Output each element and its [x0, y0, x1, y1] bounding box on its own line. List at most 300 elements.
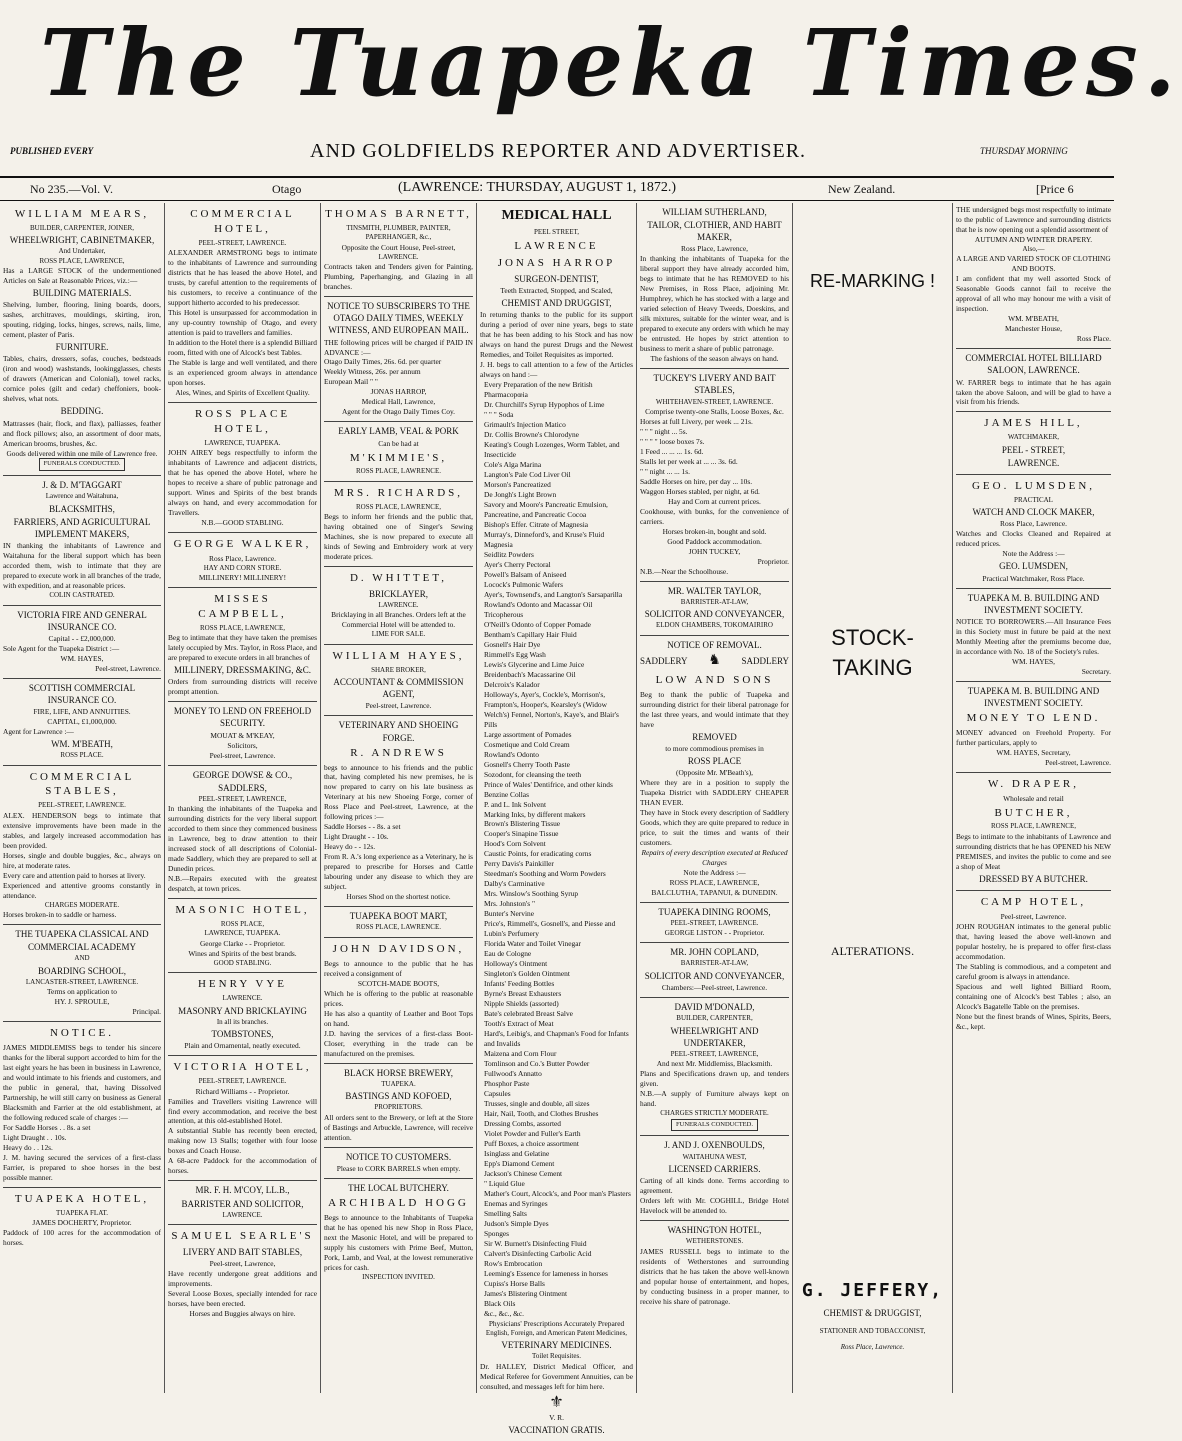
advert-title: MEDICAL HALL [501, 208, 612, 223]
advert-place: LAWRENCE. [1007, 457, 1060, 468]
newspaper-title: The Tuapeka Times. [40, 9, 1182, 117]
advert-victoria-hotel [168, 1056, 317, 1181]
advert-title: J. & D. M'TAGGART [42, 480, 122, 491]
advert-text: JAMES RUSSELL begs to intimate to the residents of Wetherstones and surrounding districts that he has taken the above well-known and popular house of entertainment, and hopes, by conducting business in a proper manner, to receive his share of patronage. [640, 1246, 789, 1306]
medical-item: Brown's Blistering Tissue [484, 819, 561, 829]
advert-text: Wines and Spirits of the best brands. [188, 948, 297, 958]
advert-text: Cookhouse, with bunks, for the convenience of carriers. [640, 506, 789, 526]
advert-place: WHITEHAVEN-STREET, LAWRENCE. [655, 397, 774, 406]
price-row: Otago Daily Times, 26s. 6d. per quarter [324, 357, 442, 367]
medical-item: Savory and Moore's Pancreatic Emulsion, Pancreatine, and Pancreatic Cocoa [484, 499, 608, 519]
advert-text: Begs to announce to the public that he has received a consignment of [324, 958, 473, 978]
advert-text: The Stable is large and well ventilated, and there is an experienced groom always in attendance upon horses. [168, 357, 317, 387]
advert-title: GEORGE WALKER, [173, 537, 312, 550]
advert-text: Tables, chairs, dressers, sofas, couches, bedsteads (iron and wood) washstands, lookingglasses, chests of drawers (American and Colonial), towel racks, cornice poles (gilt and cedar) cheffoniers, book-shelves, what nots. [3, 354, 161, 404]
medical-item: Nipple Shields (assorted) [484, 999, 559, 1009]
jeffery-name: G. JEFFERY, [801, 1279, 944, 1301]
advert-text: JAMES MIDDLEMISS begs to tender his sincere thanks for the liberal support accorded to him for the last eight years he has been in business in Lawrence, and would intimate to his friends and customers, and the public in general, that, having Dissolved Partnership, he will still carry on business as General Blacksmith and Farrier at the old establishment, at the following reduced scale of charges :— [3, 1043, 161, 1123]
advert-line: M'KIMMIE'S, [349, 451, 448, 464]
advert-signature: JONAS HARROP, [370, 387, 427, 397]
medical-item: &c., &c., &c. [484, 1308, 525, 1318]
advert-line: Can be had at [378, 438, 419, 448]
advert-line: SHARE BROKER, [371, 665, 426, 674]
advert-line: MONEY TO LEND. [966, 711, 1101, 724]
medical-item: Violet Powder and Fuller's Earth [484, 1129, 581, 1138]
medical-item: Sponges [484, 1228, 510, 1238]
advert-role: Secretary. [1081, 666, 1111, 676]
advert-veterinary-forge [324, 716, 473, 907]
advert-line: COMMERCIAL ACADEMY [28, 942, 136, 953]
medical-item: Perry Davis's Painkiller [484, 859, 554, 869]
advert-title: TUCKEY'S LIVERY AND BAIT STABLES, [653, 373, 776, 396]
medical-item: Dr. Collis Browne's Chlorodyne [484, 430, 579, 440]
price-row: 1 Feed ... ... ... 1s. 6d. [640, 446, 704, 456]
medical-item: Rimmell's Egg Wash [484, 649, 546, 659]
advert-text: N.B.—A supply of Furniture always kept on hand. [640, 1089, 789, 1109]
advert-line: MILLINERY! MILLINERY! [198, 573, 287, 583]
dateline-place: Otago [272, 182, 302, 196]
medical-item: Bishop's Effer. Citrate of Magnesia [484, 519, 589, 529]
advert-text: Ales, Wines, and Spirits of Excellent Quality. [175, 387, 310, 397]
advert-title: NOTICE. [49, 1027, 115, 1040]
medical-item: Dressing Combs, assorted [484, 1119, 561, 1129]
advert-line: AND [74, 954, 90, 963]
advert-line: Capital - - £2,000,000. [48, 633, 116, 643]
advert-text: In returning thanks to the public for its support during a period of over nine years, begs to state that he has been adding to his Stock and has now always on hand the purest Drugs and the Newest Remedies, and Toilet Requisites as imported. [480, 310, 633, 360]
advert-line: TAILOR, CLOTHIER, AND HABIT MAKER, [647, 220, 782, 243]
medical-item: Phosphor Paste [484, 1079, 530, 1089]
advert-place: ELDON CHAMBERS, TOKOMAIRIRO [655, 621, 773, 630]
medical-item: Breidenbach's Macassarine Oil [484, 669, 576, 679]
medical-item: Eau de Cologne [484, 949, 532, 959]
advert-mctaggart [3, 476, 161, 605]
advert-title: J. AND J. OXENBOULDS, [664, 1140, 765, 1151]
advert-text: In thanking the inhabitants of the Tuapeka and surrounding districts for the very liberal support accorded to them since they commenced business in Lawrence, beg to draw attention to their increased stock of all descriptions of Colonial-made Saddlery, which they are prepared to sell at Dunedin prices. [168, 804, 317, 874]
advert-text: LIME FOR SALE. [371, 630, 426, 639]
advert-signature: GEO. LUMSDEN, [999, 561, 1068, 572]
advert-signature: Richard Williams - - Proprietor. [195, 1086, 290, 1096]
medical-item: Holloway's, Ayer's, Cockle's, Morrison's, Frampton's, Hooper's, Kearsley's (Widow Welch's) Fennel, Norton's, Kaye's, and Blair's Pills [484, 689, 619, 729]
advert-place: PEEL-STREET, LAWRENCE. [38, 801, 126, 810]
advert-title: D. WHITTET, [349, 572, 448, 584]
advert-line: LIVERY AND BAIT STABLES, [182, 1246, 303, 1257]
price-row: Horses at full Livery, per week ... 21s. [640, 416, 753, 426]
medical-item: Singleton's Golden Ointment [484, 969, 570, 979]
advert-mrs-richards [324, 482, 473, 567]
medical-item: Gosnell's Cherry Tooth Paste [484, 759, 570, 769]
advert-tuapeka-hotel [3, 1188, 161, 1252]
advert-money-to-lend [168, 702, 317, 765]
advert-mkimmie [324, 422, 473, 481]
medical-item: " " " Soda [484, 410, 514, 420]
advert-title: DAVID M'DONALD, [674, 1001, 755, 1012]
medical-item: Steedman's Soothing and Worm Powders [484, 869, 606, 879]
advert-place: LANCASTER-STREET, LAWRENCE. [25, 977, 139, 986]
advert-place: LAWRENCE. [378, 252, 419, 261]
advert-text: They have in Stock every description of Saddlery Goods, which they are quite prepared to reduce in price, to suit the times and wants of their customers. [640, 807, 789, 847]
advert-line: BARRISTER-AT-LAW, [680, 959, 749, 968]
advert-title: THE LOCAL BUTCHERY. [348, 1182, 449, 1193]
advert-title: JOHN DAVIDSON, [332, 942, 465, 955]
advert-role: PROPRIETORS. [374, 1103, 423, 1112]
advert-john-copland [640, 943, 789, 998]
advert-line: In all its branches. [216, 1017, 269, 1026]
medical-item: Every Preparation of the new British Pharmacopœia [484, 380, 593, 400]
medical-item: James's Blistering Ointment [484, 1288, 568, 1298]
advert-line: SADDLERY [741, 656, 789, 667]
medical-item: Sir W. Burnett's Disinfecting Fluid [484, 1238, 587, 1248]
advert-subscribers-notice [324, 297, 473, 422]
advert-line: (Opposite Mr. M'Beath's), [676, 767, 753, 777]
advert-title: GEORGE DOWSE & CO., [192, 769, 293, 780]
advert-place: ROSS PLACE, LAWRENCE, [355, 502, 441, 511]
advert-text: NOTICE TO BORROWERS.—All Insurance Fees in this Society must in future be paid at the next Monthly Meeting after the premiums become due, in accordance with No. 18 of the Society's rules. [956, 616, 1111, 656]
advert-text: ALEX. HENDERSON begs to intimate that extensive improvements have been made in the stables, and largely increased accommodation has been provided. [3, 810, 161, 850]
advert-text: Agent for the Otago Daily Times Coy. [341, 407, 456, 417]
price-row: Light Draught - - 10s. [324, 832, 389, 842]
advert-title: MONEY TO LEND ON FREEHOLD SECURITY. [173, 706, 312, 729]
medical-item: Puff Boxes, a choice assortment [484, 1138, 579, 1148]
advert-line: TOMBSTONES, [211, 1029, 274, 1040]
medical-item: Ayer's, Townsend's, and Langton's Sarsaparilla [484, 589, 623, 599]
advert-william-mears [3, 203, 161, 476]
advert-text: A substantial Stable has recently been erected, making now 13 Stalls; together with four loose boxes and Coach House. [168, 1126, 317, 1156]
royal-arms-icon: ⚜ [549, 1393, 564, 1411]
advert-place: Ross Place. [1076, 334, 1111, 344]
advert-text: begs to announce to his friends and the public that, having completed his new premises, he is now prepared to carry on his late business as Veterinary at his new Shoeing Forge, corner of Ross Place and Peel-street, Lawrence, at the following prices :— [324, 762, 473, 822]
advert-text: Hay and Corn at current prices. [668, 496, 761, 506]
advert-line: WHEELWRIGHT AND UNDERTAKER, [670, 1025, 759, 1048]
price-row: " " night ... ... 1s. [640, 466, 690, 476]
advert-text: From R. A.'s long experience as a Veterinary, he is prepared to prescribe for Horses and Cattle labouring under any disease to which they are subject. [324, 852, 473, 892]
advert-line: AUTUMN AND WINTER DRAPERY. [974, 234, 1093, 244]
issue-number: No 235.—Vol. V. [30, 182, 114, 196]
advert-text: The fashions of the season always on hand. [650, 354, 779, 364]
published-every: PUBLISHED EVERY [10, 146, 94, 156]
alterations-heading: ALTERATIONS. [830, 943, 915, 958]
advert-signature: WM. HAYES, Secretary, [996, 747, 1071, 757]
advert-line: CHEMIST & DRUGGIST, [823, 1308, 922, 1319]
advert-medical-hall [480, 203, 633, 1441]
advert-title: GEO. LUMSDEN, [971, 480, 1096, 493]
advert-line: FARRIERS, AND AGRICULTURAL IMPLEMENT MAKERS, [13, 516, 151, 540]
advert-text: Begs to intimate to the inhabitants of Lawrence and surrounding districts that he has OPENED his NEW PREMISES, and invites the public to come and see a shop of Meat [956, 831, 1111, 871]
advert-town: LAWRENCE [514, 240, 599, 253]
medical-item: Grimault's Injection Matico [484, 420, 566, 430]
advert-text: N.B.—Repairs executed with the greatest despatch, at town prices. [168, 874, 317, 894]
medical-item: Capsules [484, 1089, 511, 1099]
advert-text: GOOD STABLING. [213, 958, 272, 967]
medical-item: Jackson's Chinese Cement [484, 1168, 563, 1178]
advert-role: Medical Hall, Lawrence, [361, 397, 436, 407]
advert-line: Toilet Requisites. [532, 1352, 581, 1361]
stocktaking-heading: STOCK-TAKING [831, 625, 914, 680]
advert-low-and-sons [640, 636, 789, 903]
advert-subheading: BUILDING MATERIALS. [32, 288, 132, 299]
advert-text: JOHN ROUGHAN intimates to the general public that, having leased the above well-known and popular hostelry, he is prepared to offer first-class accommodation. [956, 921, 1111, 961]
advert-title: NOTICE TO SUBSCRIBERS TO THE OTAGO DAILY TIMES, WEEKLY WITNESS, AND EUROPEAN MAIL. [327, 301, 470, 336]
advert-text: CHARGES STRICTLY MODERATE. [660, 1109, 769, 1118]
advert-signature: ARCHIBALD HOGG [328, 1196, 469, 1209]
advert-line: MILLINERY, DRESSMAKING, &C. [173, 665, 312, 676]
advert-place: ROSS PLACE, LAWRENCE, [39, 256, 125, 265]
advert-text: Horses Shod on the shortest notice. [346, 892, 451, 902]
advert-place: PEEL-STREET, LAWRENCE. [670, 918, 759, 927]
advert-billiard-saloon [956, 349, 1111, 412]
advert-text: Please to CORK BARRELS when empty. [336, 1163, 461, 1173]
advert-text: Goods delivered within one mile of Lawrence free. [6, 448, 158, 458]
advert-title: MR. JOHN COPLAND, [670, 947, 759, 958]
advert-text: Comprise twenty-one Stalls, Loose Boxes, &c. [645, 406, 784, 416]
advert-thomas-barnett [324, 203, 473, 297]
advert-text: I am confident that my well assorted Stock of Seasonable Goods cannot fail to receive the approval of all who may honour me with a visit of inspection. [956, 274, 1111, 314]
advert-text: English, Foreign, and American Patent Medicines, [485, 1328, 628, 1337]
advert-text: ALEXANDER ARMSTRONG begs to intimate to the inhabitants of Lawrence and surrounding districts that he has leased the above Hotel, and trusts, by careful attention to the requirements of his customers, to receive a continuance of the support hitherto accorded to his predecessor. [168, 248, 317, 308]
advert-text: Plans and Specifications drawn up, and tenders given. [640, 1069, 789, 1089]
advert-title: NOTICE TO CUSTOMERS. [345, 1151, 452, 1162]
advert-line: Opposite the Court House, Peel-street, [341, 242, 456, 252]
advert-d-whittet [324, 567, 473, 645]
medical-item: Hood's Corn Solvent [484, 839, 546, 849]
advert-text: The Stabling is commodious, and a competent and careful groom is always in attendance. [956, 961, 1111, 981]
advert-text: J. H. begs to call attention to a few of the Articles always on hand :— [480, 360, 633, 380]
advert-title: MASONIC HOTEL, [175, 904, 310, 917]
advert-line: MASONRY AND BRICKLAYING [178, 1005, 307, 1016]
advert-dining-rooms [640, 903, 789, 944]
medical-item: Dr. Churchill's Syrup Hypophos of Lime [484, 400, 605, 410]
advert-text: THE undersigned begs most respectfully to intimate to the public of Lawrence and surrounding districts that he is now opening out a splendid assortment of [956, 205, 1111, 234]
medical-item: Cole's Alga Marina [484, 460, 542, 470]
advert-line: SOLICITOR AND CONVEYANCER, [644, 970, 785, 981]
advert-line: SCOTCH-MADE BOOTS, [357, 978, 440, 988]
advert-text: Physicians' Prescriptions Accurately Prepared [488, 1318, 625, 1328]
advert-line: WATCH AND CLOCK MAKER, [972, 507, 1095, 518]
advert-title: MISSES CAMPBELL, [198, 593, 287, 620]
advert-text: He has also a quantity of Leather and Boot Tops on hand. [324, 1008, 473, 1028]
advert-title: TUAPEKA BOOT MART, [349, 911, 448, 922]
advert-place: WAITAHUNA WEST, [682, 1152, 747, 1161]
advert-text: Every care and attention paid to horses at livery. [3, 870, 146, 880]
advert-text: Repairs of every description executed at Reduced Charges [641, 847, 788, 867]
advert-line: TINSMITH, PLUMBER, PAINTER, [346, 223, 451, 232]
advert-title: TUAPEKA M. B. BUILDING AND INVESTMENT SOCIETY. [967, 685, 1100, 708]
advert-title: MRS. RICHARDS, [333, 486, 464, 499]
medical-item: Ayer's Cherry Pectoral [484, 559, 551, 569]
advert-henry-vye [168, 973, 317, 1056]
medical-item: Marking Inks, by different makers [484, 809, 586, 819]
publication-day: THURSDAY MORNING [980, 146, 1068, 156]
advert-place: ROSS PLACE, LAWRENCE, [199, 623, 285, 632]
advert-signature: WM. M'BEATH, [1008, 314, 1059, 324]
advert-title: WILLIAM SUTHERLAND, [662, 207, 767, 217]
medical-item: Cosmetique and Cold Cream [484, 739, 570, 749]
advert-role: Solicitors, [227, 740, 258, 750]
advert-place: TUAPEKA. [381, 1079, 416, 1088]
advert-title: TUAPEKA HOTEL, [14, 1192, 150, 1205]
advert-line: And Undertaker, [58, 247, 106, 256]
advert-place: LAWRENCE. [222, 1210, 263, 1219]
advert-place: ROSS PLACE. [60, 751, 104, 760]
advert-line: SOLICITOR AND CONVEYANCER, [644, 609, 785, 620]
advert-place: Peel-street, Lawrence. [365, 701, 432, 711]
advert-line: BARRISTER-AT-LAW, [680, 597, 749, 606]
advert-walter-taylor [640, 582, 789, 636]
advert-william-hayes [324, 645, 473, 717]
advert-commercial-hotel [168, 203, 317, 403]
advert-place: Ross Place, Lawrence. [840, 1342, 905, 1351]
advert-role: Proprietor. [757, 556, 789, 566]
advert-place: Ross Place, Lawrence. [1000, 519, 1067, 529]
advert-john-davidson [324, 938, 473, 1064]
advert-line: Also,— [1022, 244, 1045, 253]
advert-line: CAPITAL, £1,000,000. [47, 717, 117, 727]
medical-item: Calvert's Disinfecting Carbolic Acid [484, 1248, 592, 1258]
medical-item: " Liquid Glue [484, 1178, 525, 1188]
remarking-heading: RE-MARKING ! [809, 271, 935, 291]
advert-line: VACCINATION GRATIS. [508, 1425, 605, 1436]
advert-local-butchery [324, 1179, 473, 1286]
advert-george-walker [168, 533, 317, 588]
advert-text: MONEY advanced on Freehold Property. For further particulars, apply to [956, 727, 1111, 747]
medical-item: Row's Embrocation [484, 1258, 543, 1268]
price-row: Stalls let per week at ... ... 3s. 6d. [640, 456, 738, 466]
advert-place: Chambers:—Peel-street, Lawrence. [661, 983, 768, 992]
advert-title: ROSS PLACE HOTEL, [194, 407, 291, 435]
medical-item: Locock's Pulmonic Wafers [484, 579, 564, 589]
column-1 [0, 203, 164, 1393]
medical-item: Morson's Pancreatized [484, 480, 551, 490]
advert-text: Horses, single and double buggies, &c., always on hire, at moderate rates. [3, 850, 161, 870]
advert-oxenboulds [640, 1136, 789, 1221]
medical-item: De Jongh's Light Brown [484, 490, 557, 499]
advert-w-draper [956, 773, 1111, 891]
advert-text: Several Loose Boxes, specially intended for race horses, have been erected. [168, 1289, 317, 1309]
medical-item: Keating's Cough Lozenges, Worm Tablet, and Insecticide [484, 440, 620, 460]
advert-signature: HY. J. SPROULE, [54, 997, 110, 1007]
advert-line: LICENSED CARRIERS. [668, 1163, 761, 1174]
price-row: Waggon Horses stabled, per night, at 6d. [640, 486, 760, 496]
medical-item: Holloway's Ointment [484, 959, 548, 969]
advert-line: A LARGE AND VARIED STOCK OF CLOTHING AND BOOTS. [956, 254, 1111, 274]
medical-item: Delcroix's Kalador [484, 679, 540, 689]
medical-item: Prince of Wales' Dentifrice, and other kinds [484, 779, 613, 789]
advert-title: W. DRAPER, [987, 777, 1080, 790]
advert-title: COMMERCIAL HOTEL BILLIARD SALOON, LAWRENCE. [965, 353, 1102, 376]
medical-item: Bentham's Capillary Hair Fluid [484, 629, 577, 639]
advert-text: IN thanking the inhabitants of Lawrence and Waitahuna for the liberal support which has been accorded them, wish to intimate that they are prepared to execute work in all branches of the trade, with expedition, and at reasonable prices. [3, 541, 161, 591]
advert-text: Paddock of 100 acres for the accommodation of horses. [3, 1228, 161, 1248]
medical-item: Hard's, Leibig's, and Chapman's Food for Infants and Invalids [484, 1029, 629, 1049]
advert-text: Orders from surrounding districts will receive prompt attention. [168, 677, 317, 697]
advert-line: Teeth Extracted, Stopped, and Scaled, [500, 286, 613, 296]
advert-ross-place-hotel [168, 403, 317, 533]
advert-text: ROSS PLACE, LAWRENCE, [669, 877, 760, 887]
advert-text: Experienced and attentive grooms constantly in attendance. [3, 880, 161, 900]
advert-text: Orders left with Mr. COGHILL, Bridge Hotel Havelock will be attended to. [640, 1196, 789, 1216]
advert-place: Ross Place, Lawrence. [209, 553, 276, 563]
advert-place: LAWRENCE, TUAPEKA. [204, 929, 281, 938]
advert-text: Bricklaying in all Branches. Orders left at the Commercial Hotel will be attended to. [331, 610, 466, 630]
price-row: European Mail " " [324, 377, 378, 387]
advert-place: ROSS PLACE, LAWRENCE. [355, 923, 441, 932]
advert-text: Note the Address :— [683, 867, 746, 877]
advert-line: ROSS PLACE, [220, 919, 265, 928]
medical-item: P. and L. Ink Solvent [484, 799, 546, 809]
advert-line: BOARDING SCHOOL, [37, 965, 126, 976]
advert-william-sutherland [640, 203, 789, 369]
medical-item: Caustic Points, for eradicating corns [484, 849, 592, 859]
advert-signature: R. ANDREWS [350, 746, 447, 759]
medical-item: Byrne's Breast Exhausters [484, 989, 562, 999]
advert-text: Have recently undergone great additions and improvements. [168, 1269, 317, 1289]
advert-black-horse-brewery [324, 1064, 473, 1148]
advert-signature: LOW AND SONS [655, 673, 774, 686]
advert-signature: GEORGE LISTON - - Proprietor. [664, 928, 765, 938]
price-row: Saddle Horses on hire, per day ... 10s. [640, 476, 753, 486]
medical-item: Price's, Rimmell's, Gosnell's, and Piesse and Lubin's Perfumery [484, 919, 616, 939]
advert-text: JOHN AIREY begs respectfully to inform the inhabitants of Lawrence and adjacent districts, that he has opened the above Hotel, where he hopes to receive a share of public patronage and support. Wines and Spirits of the best brands always on hand, and every accommodation for Travellers. [168, 448, 317, 517]
price-row: " " " night ... 5s. [640, 426, 688, 436]
advert-place: PEEL-STREET, LAWRENCE. [198, 1077, 287, 1086]
advert-line: HAY AND CORN STORE. [203, 563, 282, 572]
advert-line: BUILDER, CARPENTER, [676, 1014, 753, 1023]
medical-item: Black Oils [484, 1298, 516, 1308]
advert-signature: MOUAT & M'KEAY, [210, 730, 275, 740]
advert-line: BUILDER, CARPENTER, JOINER, [29, 223, 135, 232]
medical-item: Cooper's Sinapine Tissue [484, 829, 559, 839]
advert-title: THOMAS BARNETT, [325, 208, 472, 220]
advert-text: Horses broken-in, bought and sold. [662, 526, 767, 536]
advert-text: And next Mr. Middlemiss, Blacksmith. [656, 1059, 773, 1069]
advert-building-society-1 [956, 589, 1111, 682]
medical-item: Dalby's Carminative [484, 879, 545, 889]
advert-title: SAMUEL SEARLE'S [171, 1230, 314, 1243]
medical-item: Sozodont, for cleansing the teeth [484, 769, 582, 779]
advert-line: VETERINARY MEDICINES. [501, 1340, 612, 1351]
advert-text: THE following prices will be charged if PAID IN ADVANCE :— [324, 337, 473, 357]
medical-item: Infants' Feeding Bottles [484, 979, 555, 989]
advert-line: DRESSED BY A BUTCHER. [979, 873, 1088, 884]
advert-line: STATIONER AND TOBACCONIST, [819, 1327, 926, 1336]
advert-place: LAWRENCE, TUAPEKA. [204, 438, 281, 447]
advert-line: Agent for Lawrence :— [3, 727, 74, 737]
advert-place: WETHERSTONES. [685, 1237, 744, 1246]
medical-item: Rowland's Odonto and Macassar Oil [484, 599, 593, 609]
advert-text: Watches and Clocks Cleaned and Repaired at reduced prices. [956, 529, 1111, 549]
dateline-country: New Zealand. [828, 182, 896, 196]
advert-text: All orders sent to the Brewery, or left at the Store of Bastings and Arbuckle, Lawrence, will receive attention. [324, 1112, 473, 1142]
advert-line: SADDLERY [640, 656, 688, 667]
advert-george-dowse [168, 766, 317, 900]
issue-date: (LAWRENCE: THURSDAY, AUGUST 1, 1872.) [398, 180, 676, 195]
advert-line: BARRISTER AND SOLICITOR, [181, 1198, 304, 1209]
advert-title: SCOTTISH COMMERCIAL INSURANCE CO. [28, 682, 136, 705]
advert-text: A 68-acre Paddock for the accommodation of horses. [168, 1156, 317, 1176]
medical-item: Bunter's Nervine [484, 909, 534, 919]
advert-text: CHARGES MODERATE. [44, 900, 120, 909]
advert-text: Which he is offering to the public at reasonable prices. [324, 988, 473, 1008]
advert-title: WILLIAM HAYES, [332, 649, 465, 662]
advert-title: COMMERCIAL HOTEL, [190, 208, 295, 235]
advert-misses-campbell [168, 588, 317, 702]
advert-place: PEEL-STREET, LAWRENCE, [670, 1049, 759, 1058]
advert-place: PEEL-STREET, LAWRENCE. [198, 238, 287, 247]
advert-text: Note the Address :— [1002, 549, 1065, 559]
advert-mbeath [956, 203, 1111, 349]
advert-text: J. M. having secured the services of a first-class Farrier, is prepared to shoe horses in the best possible manner. [3, 1152, 161, 1182]
advert-text: In thanking the inhabitants of Tuapeka for the liberal support they have already accorded him, begs to intimate that he has REMOVED to his New Premises, in Ross Place, adjoining Mr. Humphrey, which he has stocked with a large and varied selection of Heavy Tweeds, Doeskins, and silk mixtures, suitable for the winter wear, and is prepared to execute any orders with which he may be entrusted. He hopes by strict attention to business to merit a share of public patronage. [640, 254, 789, 354]
advert-masonic-hotel [168, 899, 317, 973]
